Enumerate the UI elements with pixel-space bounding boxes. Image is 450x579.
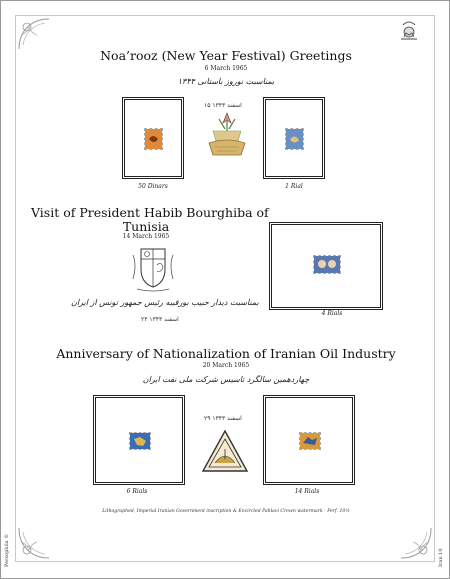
- stamp-1-rial: [285, 128, 304, 150]
- stamp-mount-4-rials-tunisia: [269, 222, 383, 310]
- haft-sin-emblem-icon: [203, 109, 251, 163]
- side-label-page: Iran 10: [438, 548, 444, 567]
- section2-persian-title: بمناسبت دیدار حبیب بورقیبه رئیس جمهور تونس از ایران: [71, 298, 259, 307]
- stamp-mount-14-rials: [263, 395, 355, 485]
- corner-ornament-icon: [17, 17, 51, 51]
- lion-and-sun-crest-icon: [397, 19, 421, 43]
- tunisia-coat-of-arms-icon: [129, 243, 177, 293]
- section3-persian-title: چهاردهمین سالگرد تاسیس شرکت ملی نفت ایران: [142, 375, 310, 384]
- stamp-6-rials: [129, 432, 151, 450]
- stamp-50-dinars: [144, 128, 163, 150]
- stamp-mount-50-dinars: [122, 97, 184, 179]
- section1-persian-date: ۱۵ اسفند ۱۳۴۳: [204, 102, 242, 109]
- footer-note: Lithographed, Imperial Iranian Government inscription & Encircled Pahlavi Crown watermark - Perf. 10½: [102, 509, 350, 514]
- section2-title-line2: Tunisia: [122, 219, 170, 234]
- section1-title: Noa’rooz (New Year Festival) Greetings: [100, 48, 352, 63]
- stamp-mount-1-rial: [263, 97, 325, 179]
- section3-persian-date: ۲۹ اسفند ۱۳۴۳: [204, 415, 242, 422]
- section3-date: 20 March 1965: [202, 362, 250, 369]
- section2-date: 14 March 1965: [122, 233, 170, 240]
- side-label-copyright: Persophila ©: [4, 533, 10, 567]
- stamp-mount-6-rials: [93, 395, 185, 485]
- corner-ornament-icon: [399, 526, 433, 560]
- section2-persian-date: ۲۳ اسفند ۱۳۴۳: [141, 316, 179, 323]
- corner-ornament-icon: [17, 526, 51, 560]
- caption-6-rials: 6 Rials: [126, 488, 148, 495]
- caption-14-rials: 14 Rials: [294, 488, 320, 495]
- oil-company-triangle-logo-icon: [201, 429, 249, 473]
- section3-title: Anniversary of Nationalization of Iranian Oil Industry: [56, 346, 396, 361]
- stamp-4-rials-tunisia: [313, 255, 341, 274]
- section1-date: 6 March 1965: [204, 65, 248, 72]
- section2-title-line1: Visit of President Habib Bourghiba of: [31, 205, 269, 220]
- caption-4-rials-tunisia: 4 Rials: [321, 310, 343, 317]
- stamp-14-rials: [299, 432, 321, 450]
- caption-1-rial: 1 Rial: [285, 183, 303, 190]
- section1-persian-title: بمناسبت نوروز باستانی ۱۳۴۴: [177, 77, 275, 86]
- caption-50-dinars: 50 Dinars: [138, 183, 168, 190]
- stamp-fill: [314, 256, 340, 273]
